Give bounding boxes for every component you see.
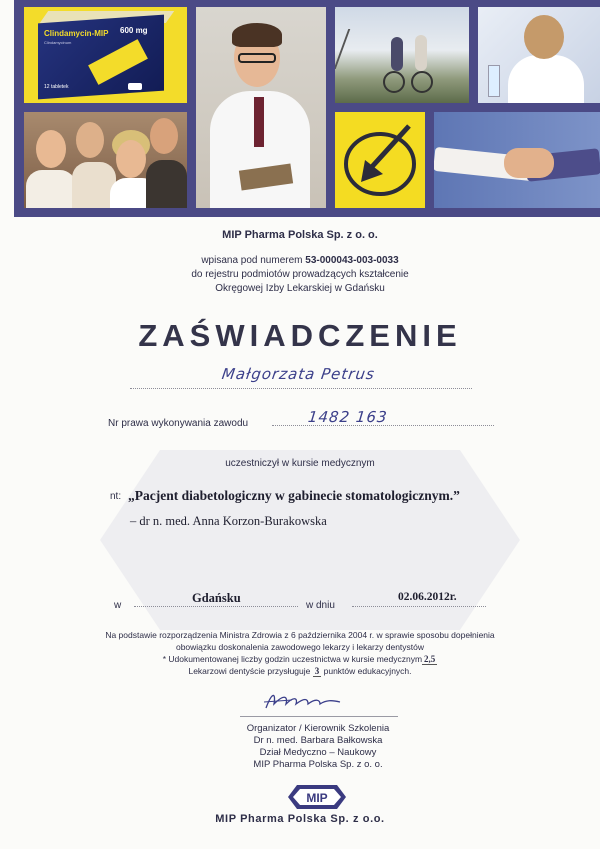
recipient-name: Małgorzata Petrus — [220, 365, 377, 383]
family-photo — [24, 112, 187, 208]
legal-line-1: Na podstawie rozporządzenia Ministra Zdrowia z 6 października 2004 r. w sprawie sposobu dopełnienia — [105, 630, 495, 640]
lab-photo — [478, 7, 600, 103]
organizer-role: Organizator / Kierownik Szkolenia — [246, 723, 390, 734]
person-4-face — [150, 118, 178, 154]
mip-logo-text: MIP — [306, 791, 328, 805]
organizer-department: Dział Medyczno – Naukowy — [259, 747, 377, 758]
footer-company: MIP Pharma Polska Sp. z o.o. — [215, 813, 385, 825]
cyclist-2 — [415, 35, 427, 71]
person-1-shirt — [26, 170, 76, 208]
cyclist-1 — [391, 37, 403, 71]
mip-logo — [288, 784, 346, 810]
person-3-face — [116, 140, 146, 178]
issuer-name: MIP Pharma Polska Sp. z o. o. — [222, 229, 378, 241]
certificate-title: ZAŚWIADCZENIE — [138, 318, 462, 353]
person-1-face — [36, 130, 66, 168]
box-logo — [128, 83, 142, 90]
handshake-photo — [434, 112, 600, 208]
organizer-company: MIP Pharma Polska Sp. z o. o. — [253, 759, 383, 770]
name-line — [130, 388, 472, 389]
registry-prefix: wpisana pod numerem — [201, 255, 303, 266]
date-line — [352, 606, 486, 607]
place-city: Gdańsku — [192, 591, 241, 605]
registry-number: 53-000043-003-0033 — [305, 255, 399, 266]
course-title: „Pacjent diabetologiczny w gabinecie stomatologicznym.” — [128, 488, 460, 503]
legal-line-4 — [0, 666, 600, 676]
legal-line-2: obowiązku doskonalenia zawodowego lekarzy i lekarzy dentystów — [175, 642, 425, 652]
cyclists-photo — [335, 7, 469, 103]
doctor-tie — [254, 97, 264, 147]
box-substance: Clindamycinum — [44, 40, 72, 45]
place-label: w — [114, 600, 122, 611]
arrow-tile — [335, 112, 425, 208]
points-suffix: punktów edukacyjnych. — [323, 666, 412, 676]
date-label: w dniu — [306, 600, 335, 611]
hours-value: 2,5 — [424, 654, 436, 664]
participation-text: uczestniczył w kursie medycznym — [225, 458, 375, 469]
tree — [335, 29, 384, 69]
issue-date: 02.06.2012r. — [398, 591, 457, 603]
lab-coat — [508, 55, 584, 103]
bike-wheel-front — [383, 71, 405, 93]
points-prefix: Lekarzowi dentyście przysługuje — [188, 666, 311, 676]
shaking-hands — [504, 148, 554, 178]
photo-collage-header — [14, 0, 600, 217]
bike-wheel-back — [411, 71, 433, 93]
doctor-hair — [232, 23, 282, 47]
organizer-name: Dr n. med. Barbara Bałkowska — [253, 735, 383, 746]
license-line — [272, 425, 494, 426]
registry-line-1 — [0, 255, 600, 266]
circle-arrow-icon — [335, 112, 425, 208]
person-2-face — [76, 122, 104, 158]
doctor-glasses — [238, 53, 276, 63]
legal-line-3 — [0, 654, 600, 664]
registry-line-2: do rejestru podmiotów prowadzących kształcenie — [191, 269, 409, 280]
place-line — [134, 606, 298, 607]
registry-line-3: Okręgowej Izby Lekarskiej w Gdańsku — [215, 283, 385, 294]
medicine-box-photo — [24, 7, 187, 103]
hours-label: * Udokumentowanej liczby godzin uczestnictwa w kursie medycznym — [162, 654, 423, 664]
scientist-face — [524, 15, 564, 59]
box-product-name: Clindamycin-MIP — [44, 29, 109, 38]
test-tube — [488, 65, 500, 97]
organizer-signature — [262, 690, 344, 712]
topic-label: nt: — [110, 491, 122, 502]
signature-line — [240, 716, 398, 717]
license-number: 1482 163 — [307, 408, 389, 426]
box-tablet-count: 12 tabletek — [44, 84, 69, 90]
box-dose: 600 mg — [120, 26, 148, 35]
course-lecturer: – dr n. med. Anna Korzon-Burakowska — [130, 514, 327, 528]
points-value: 3 — [314, 666, 320, 676]
doctor-photo — [196, 7, 326, 208]
person-4-shirt — [146, 160, 187, 208]
license-label: Nr prawa wykonywania zawodu — [108, 418, 249, 429]
